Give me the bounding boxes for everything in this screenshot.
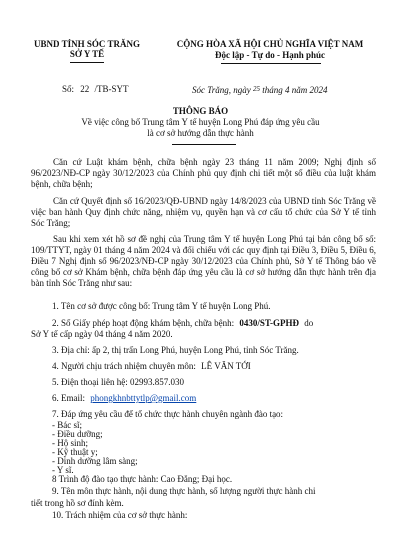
field-list-item: - Y sĩ. (52, 465, 74, 475)
item-8: 8 Trình độ đào tạo thực hành: Cao Đẳng; Đại học. (52, 474, 233, 484)
field-list-item: - Hộ sinh; (52, 438, 88, 448)
national-title: CỘNG HÒA XÃ HỘI CHỦ NGHĨA VIỆT NAM (176, 39, 364, 49)
field-list-item: - Bác sĩ; (52, 420, 82, 430)
subject-line-2: là cơ sở hướng dẫn thực hành (147, 128, 254, 138)
paragraph-legal-basis-2: Căn cứ Quyết định số 16/2023/QĐ-UBND ngày 14/8/2023 của UBND tỉnh Sóc Trăng về việc ban hành Quy định chức năng, nhiệm vụ, quyền hạn và cơ cấu tổ chức của Sở Y tế tỉnh Sóc Trăng; (31, 196, 376, 228)
item-4-label: 4. Người chịu trách nhiệm chuyên môn: (52, 361, 196, 371)
motto-underline (221, 63, 321, 64)
field-list-item: - Dinh dưỡng lâm sàng; (52, 456, 138, 466)
date-day: 25 (253, 85, 261, 93)
number-value: 22 (80, 84, 90, 94)
item-9-line-2: tiết trong hồ sơ đính kèm. (31, 498, 124, 508)
item-2 (52, 318, 313, 329)
national-motto: Độc lập - Tự do - Hạnh phúc (214, 50, 325, 60)
email-link[interactable]: phongkhnbttytlp@gmail.com (90, 393, 197, 403)
responsible-person: LÊ VĂN TỚI (201, 361, 251, 371)
paragraph-legal-basis-1: Căn cứ Luật khám bệnh, chữa bệnh ngày 23 tháng 11 năm 2009; Nghị định số 96/2023/NĐ-CP ngày 30/12/2023 của Chính phủ quy định chi tiết một số điều của luật khám bệnh, chữa bệnh; (31, 157, 376, 189)
item-7: 7. Đáp ứng yêu cầu để tổ chức thực hành chuyên ngành đào tạo: (52, 409, 284, 419)
department-underline (70, 62, 104, 63)
item-6-label: 6. Email: (52, 393, 85, 403)
issuing-agency: UBND TỈNH SÓC TRĂNG (34, 39, 140, 49)
item-3: 3. Địa chỉ: ấp 2, thị trấn Long Phú, huyện Long Phú, tỉnh Sóc Trăng. (52, 345, 299, 355)
item-9-line-1: 9. Tên môn thực hành, nội dung thực hành, số lượng người thực hành chi (52, 486, 316, 496)
item-4 (52, 361, 251, 372)
item-6 (52, 393, 196, 404)
paragraph-review: Sau khi xem xét hồ sơ đề nghị của Trung tâm Y tế huyện Long Phú tại bản công bố số: 109/TTYT, ngày 01 tháng 4 năm 2024 và đối chiếu với các quy định tại Điều 3, Điều 5, Điều 6, Điều 7 Nghị định số 96/2023/NĐ-CP ngày 30/12/2023 của Chính phủ, Sở Y tế Thông báo về công bố cơ sở Khám bệnh, chữa bệnh đáp ứng yêu cầu là cơ sở hướng dẫn thực hành trên địa bàn tỉnh Sóc Trăng như sau: (31, 234, 376, 288)
license-number: 0430/ST-GPHĐ (239, 318, 300, 328)
number-label: Số: (62, 84, 75, 94)
item-5: 5. Điện thoại liên hệ: 02993.857.030 (52, 377, 184, 387)
field-list-item: - Điều dưỡng; (52, 429, 103, 439)
item-1: 1. Tên cơ sở được công bố: Trung tâm Y tế huyện Long Phú. (52, 301, 271, 311)
item-2-suffix: do (304, 318, 314, 328)
document-type: THÔNG BÁO (172, 106, 229, 116)
item-10: 10. Trách nhiệm của cơ sở thực hành: (52, 510, 188, 520)
field-list-item: - Kỹ thuật y; (52, 447, 98, 457)
item-2-line-2: Sở Y tế cấp ngày 04 tháng 4 năm 2020. (31, 329, 173, 339)
item-2-label: 2. Số Giấy phép hoạt động khám bệnh, chữa bệnh: (52, 318, 235, 328)
number-suffix: /TB-SYT (94, 84, 129, 94)
document-date (192, 84, 328, 96)
title-divider (172, 144, 236, 145)
issuing-department: SỞ Y TẾ (69, 49, 105, 59)
subject-line-1: Về việc công bố Trung tâm Y tế huyện Long Phú đáp ứng yêu cầu (81, 117, 320, 127)
date-prefix: Sóc Trăng, ngày (192, 85, 251, 95)
document-number (62, 84, 129, 95)
date-suffix: tháng 4 năm 2024 (262, 85, 328, 95)
